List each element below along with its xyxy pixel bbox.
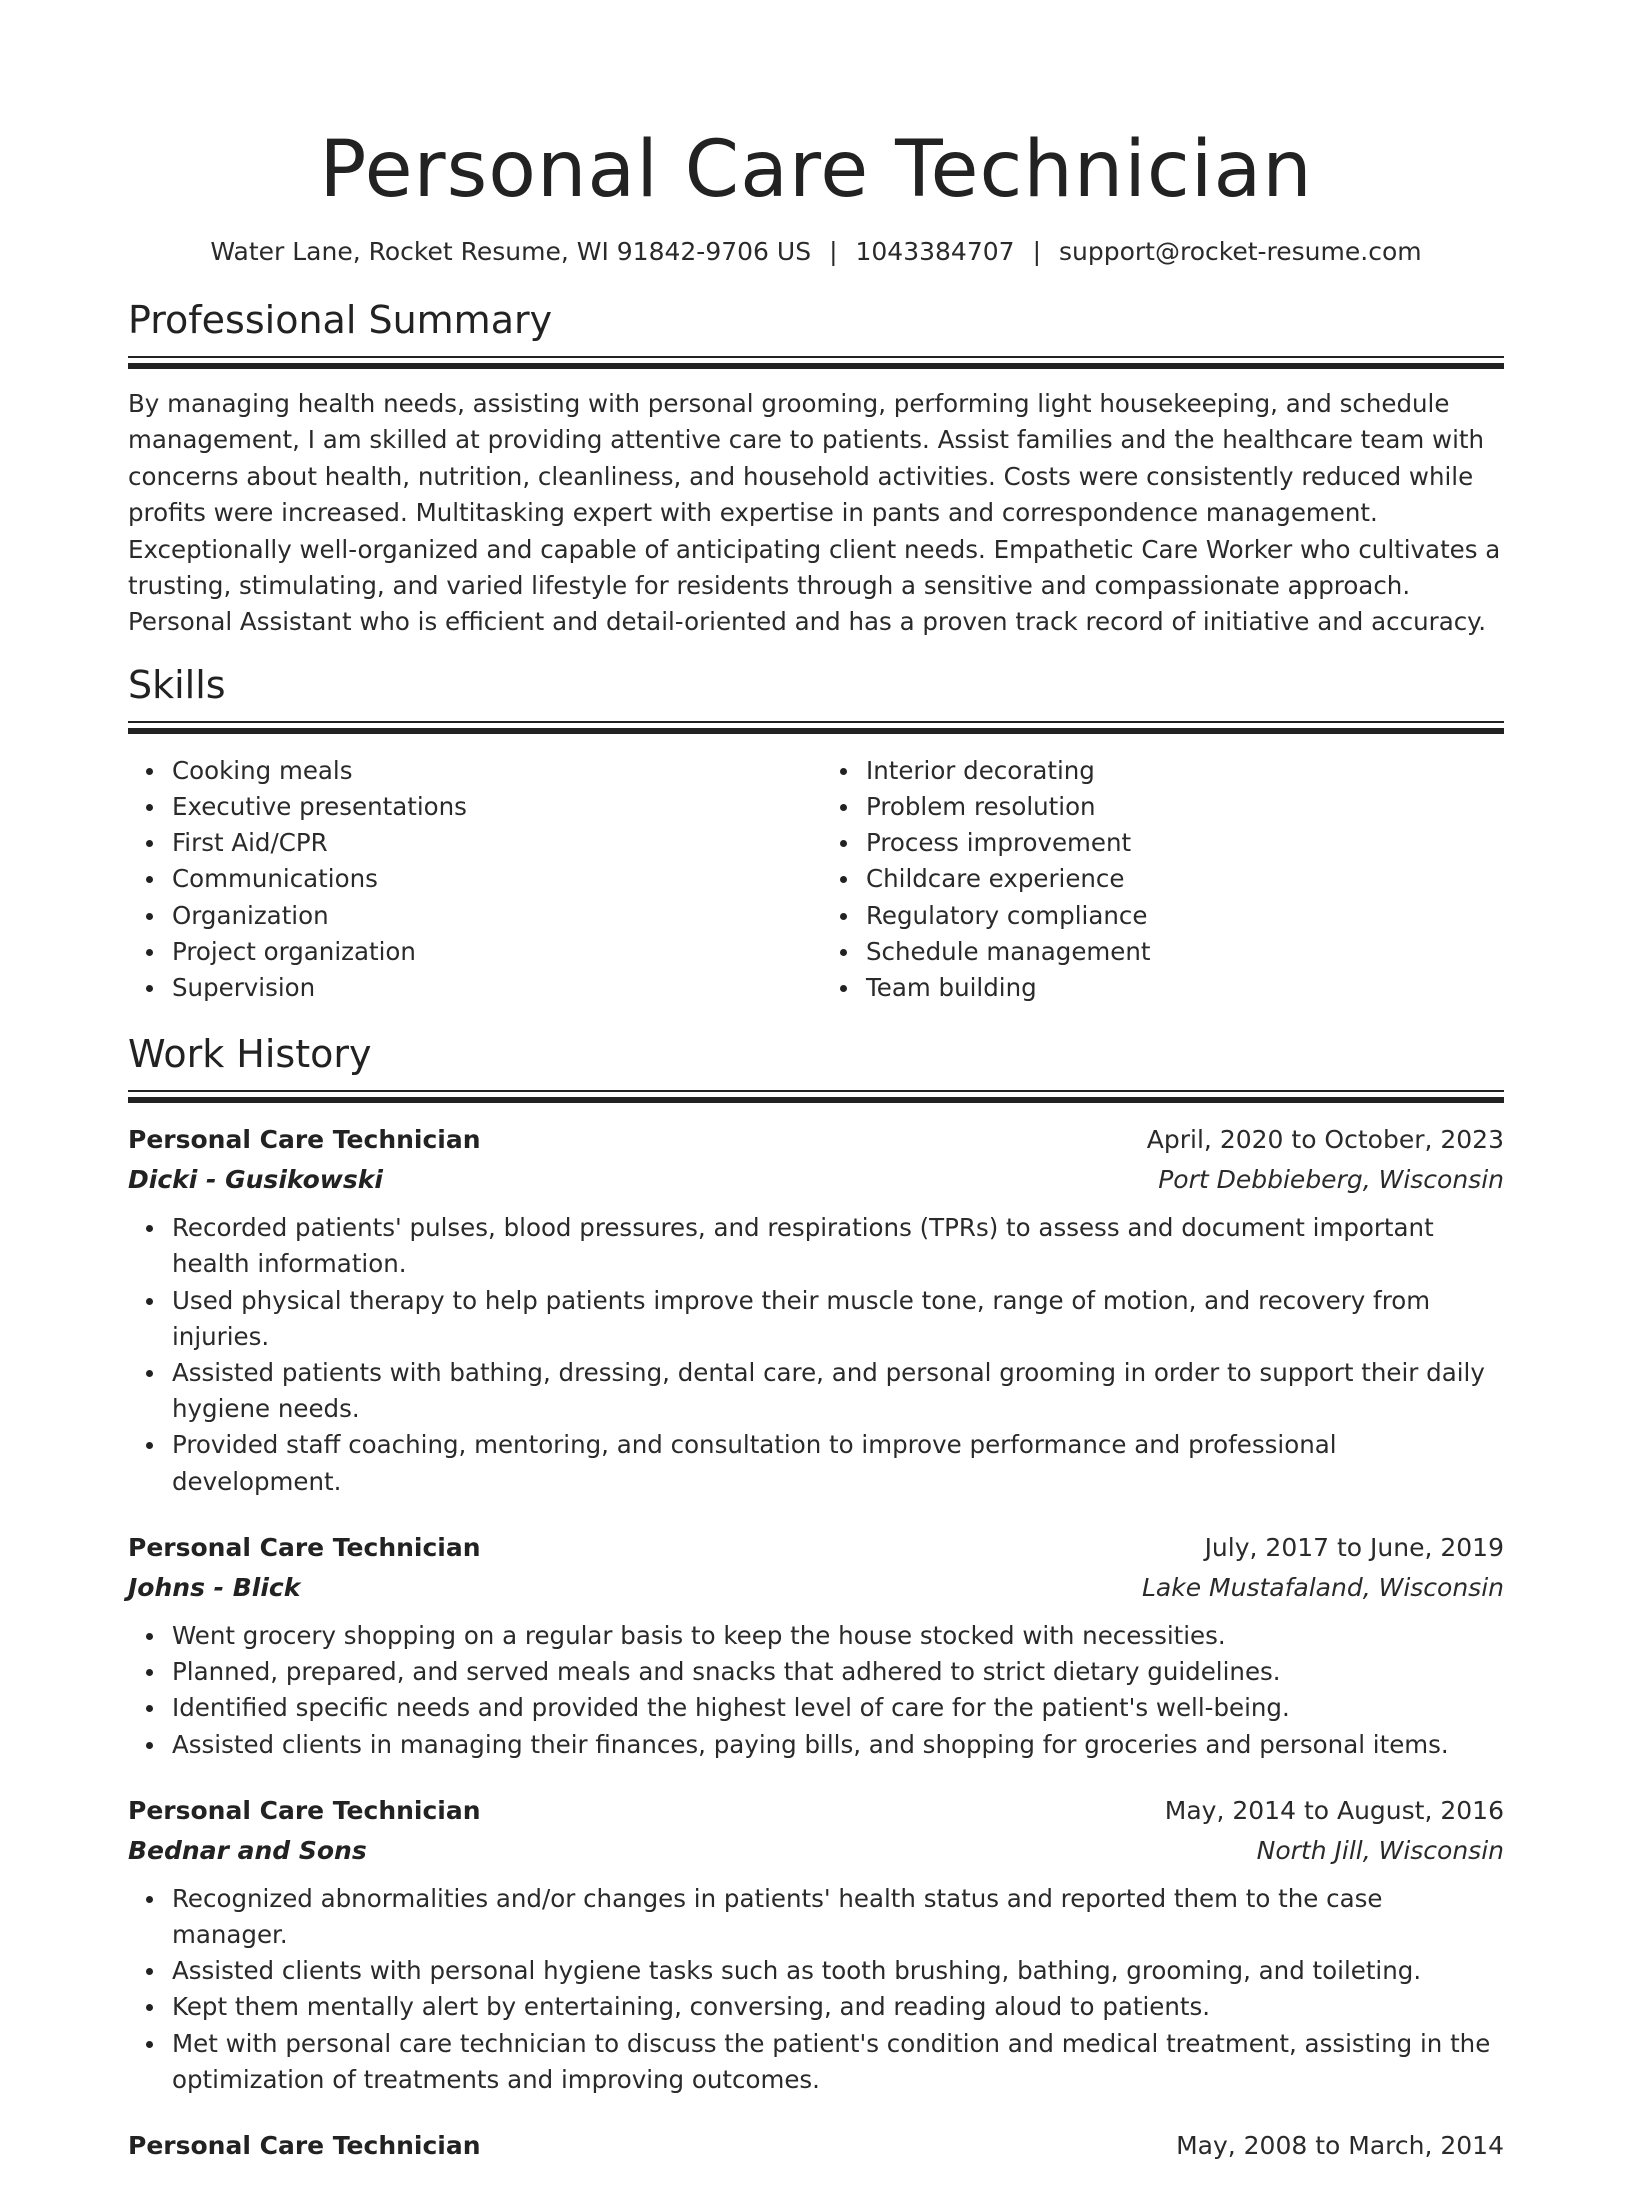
professional-summary-section [128,296,1504,641]
job-bullet: Recognized abnormalities and/or changes in patients' health status and reported them to the case manager. [172,1881,1504,1953]
skill-item: Project organization [172,934,816,970]
job-bullet: Assisted patients with bathing, dressing, dental care, and personal grooming in order to support their daily hygiene needs. [172,1355,1504,1427]
job-bullet: Went grocery shopping on a regular basis to keep the house stocked with necessities. [172,1618,1504,1654]
job-company-row [128,1568,1504,1608]
skill-item: Cooking meals [172,753,816,789]
separator: | [1032,237,1041,266]
job-bullet: Planned, prepared, and served meals and snacks that adhered to strict dietary guidelines. [172,1654,1504,1690]
job-header-row [128,1528,1504,1568]
job-bullets [128,1618,1504,1763]
job-entry [128,1528,1504,1763]
job-company-row [128,1160,1504,1200]
section-heading-work-history: Work History [128,1032,372,1077]
job-title: Personal Care Technician [128,2130,481,2160]
skills-column-right [816,753,1504,1006]
job-dates: April, 2020 to October, 2023 [1146,1125,1504,1155]
job-title: Personal Care Technician [128,1532,481,1562]
skill-item: Supervision [172,970,816,1006]
job-bullet: Provided staff coaching, mentoring, and consultation to improve performance and professional development. [172,1427,1504,1499]
job-location: Lake Mustafaland, Wisconsin [1142,1572,1504,1602]
skill-item: Organization [172,898,816,934]
skill-item: Team building [866,970,1504,1006]
skill-item: Executive presentations [172,789,816,825]
skill-item: First Aid/CPR [172,825,816,861]
email-link[interactable]: support@rocket-resume.com [1059,237,1422,266]
job-location: Port Debbieberg, Wisconsin [1158,1165,1504,1195]
skill-item: Problem resolution [866,789,1504,825]
job-company-row [128,1831,1504,1871]
job-dates: May, 2014 to August, 2016 [1164,1795,1504,1825]
skills-section [128,661,1504,1006]
job-bullet: Recorded patients' pulses, blood pressures, and respirations (TPRs) to assess and document important health information. [172,1210,1504,1282]
job-bullet: Identified specific needs and provided the highest level of care for the patient's well-being. [172,1690,1504,1726]
job-company: Dicki - Gusikowski [128,1165,383,1195]
skill-item: Communications [172,861,816,897]
job-bullet: Assisted clients in managing their finances, paying bills, and shopping for groceries and personal items. [172,1727,1504,1763]
skills-column-left [128,753,816,1006]
job-company: Johns - Blick [128,1572,301,1602]
job-location: North Jill, Wisconsin [1256,1835,1504,1865]
skill-item: Interior decorating [866,753,1504,789]
section-heading-summary: Professional Summary [128,298,553,342]
skill-item: Childcare experience [866,861,1504,897]
work-history-section [128,1030,1504,2166]
job-entry [128,1120,1504,1500]
section-heading-skills: Skills [128,662,226,707]
skills-list [128,753,1504,1006]
separator: | [829,237,838,266]
summary-text: By managing health needs, assisting with personal grooming, performing light housekeeping, and schedule management, I am skilled at providing attentive care to patients. Assist families and the healthcare team with concerns about health, nutrition, cleanliness, and household activities. Costs were consistently reduced while profits were increased. Multitasking expert with expertise in pants and correspondence management. Exceptionally well-organized and capable of anticipating client needs. Empathetic Care Worker who cultivates a trusting, stimulating, and varied lifestyle for residents through a sensitive and compassionate approach. Personal Assistant who is efficient and detail-oriented and has a proven track record of initiative and accuracy. [128,389,1501,637]
address: Water Lane, Rocket Resume, WI 91842-9706 US [210,237,812,266]
job-dates: July, 2017 to June, 2019 [1204,1532,1504,1562]
job-header-row [128,1120,1504,1160]
job-title: Personal Care Technician [128,1795,481,1825]
skill-item: Schedule management [866,934,1504,970]
job-entry [128,2126,1504,2166]
resume-page [128,0,1504,2194]
job-bullet: Assisted clients with personal hygiene tasks such as tooth brushing, bathing, grooming, and toileting. [172,1953,1504,1989]
skill-item: Process improvement [866,825,1504,861]
section-divider [128,721,1504,735]
job-title: Personal Care Technician [128,1125,481,1155]
job-company: Bednar and Sons [128,1835,367,1865]
job-bullet: Met with personal care technician to discuss the patient's condition and medical treatment, assisting in the optimization of treatments and improving outcomes. [172,2026,1504,2098]
phone: 1043384707 [855,237,1015,266]
job-bullets [128,1881,1504,2098]
job-entry [128,1791,1504,2098]
job-header-row [128,2126,1504,2166]
skill-item: Regulatory compliance [866,898,1504,934]
section-divider [128,1090,1504,1104]
resume-title: Personal Care Technician [319,125,1313,215]
job-bullet: Kept them mentally alert by entertaining, conversing, and reading aloud to patients. [172,1989,1504,2025]
job-header-row [128,1791,1504,1831]
contact-line [128,236,1504,268]
job-bullet: Used physical therapy to help patients improve their muscle tone, range of motion, and recovery from injuries. [172,1283,1504,1355]
section-divider [128,356,1504,370]
job-bullets [128,1210,1504,1500]
job-dates: May, 2008 to March, 2014 [1176,2130,1504,2160]
